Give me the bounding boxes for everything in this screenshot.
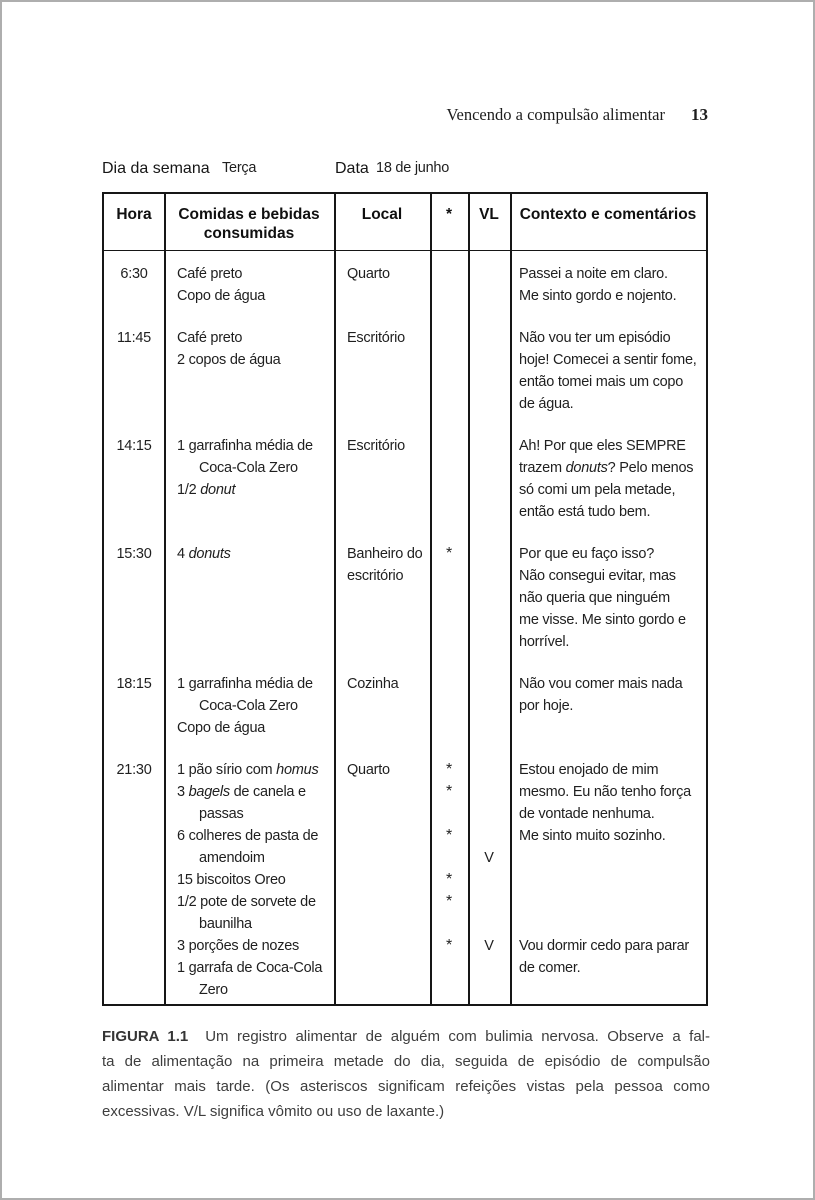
- vl-mark: [468, 609, 510, 631]
- vl-mark: V: [484, 938, 494, 954]
- vl-mark: [468, 371, 510, 393]
- caption-line: alimentar mais tarde. (Os asteriscos significam refeições vistas pela pessoa como: [102, 1078, 710, 1095]
- column-divider: [164, 194, 166, 1004]
- time-cell: [104, 543, 164, 653]
- running-head: [102, 105, 708, 125]
- asterisk-mark: [430, 913, 468, 935]
- day-of-week-label: Dia da semana: [102, 160, 210, 177]
- context-cell: [510, 327, 706, 415]
- asterisk-mark: [430, 673, 468, 695]
- food-line: [177, 371, 334, 393]
- time-value: 21:30: [116, 762, 152, 778]
- food-line: [177, 609, 334, 631]
- context-line: Ah! Por que eles SEMPRE: [519, 438, 686, 454]
- food-line: Copo de água: [177, 288, 266, 304]
- context-line: Não consegui evitar, mas: [519, 568, 676, 584]
- vl-mark: [468, 349, 510, 371]
- context-line: por hoje.: [519, 698, 574, 714]
- food-line: [177, 501, 334, 523]
- caption-line: FIGURA 1.1 Um registro alimentar de alguém com bulimia nervosa. Observe a fal-: [102, 1028, 710, 1045]
- location-line: Quarto: [347, 762, 390, 778]
- location-line: Escritório: [347, 438, 405, 454]
- foods-cell: [164, 759, 334, 1001]
- context-line: [519, 913, 704, 935]
- asterisk-mark: [430, 803, 468, 825]
- asterisk-mark: *: [446, 827, 452, 844]
- context-line: horrível.: [519, 634, 570, 650]
- food-line: [177, 393, 334, 415]
- vl-mark: [468, 781, 510, 803]
- vl-mark: [468, 479, 510, 501]
- food-line: Café preto: [177, 330, 243, 346]
- asterisk-mark: [430, 587, 468, 609]
- food-line: Copo de água: [177, 720, 266, 736]
- context-cell: [510, 435, 706, 523]
- food-line: 1 garrafinha média de: [177, 676, 313, 692]
- asterisk-cell: [430, 543, 468, 653]
- column-divider: [430, 194, 432, 1004]
- figure-label: FIGURA 1.1: [102, 1028, 206, 1045]
- location-line: Cozinha: [347, 676, 399, 692]
- vl-mark: [468, 631, 510, 653]
- caption-line: excessivas. V/L significa vômito ou uso de laxante.): [102, 1103, 445, 1120]
- vl-mark: [468, 957, 510, 979]
- figure-caption: [102, 1024, 710, 1124]
- food-line: 1 pão sírio com homus: [177, 762, 319, 778]
- vl-cell: [468, 759, 510, 1001]
- vl-mark: [468, 803, 510, 825]
- location-cell: [334, 543, 430, 653]
- vl-mark: [468, 263, 510, 285]
- asterisk-mark: [430, 717, 468, 739]
- context-line: Estou enojado de mim: [519, 762, 659, 778]
- food-line: Coca-Cola Zero: [199, 698, 298, 714]
- header-vl: VL: [479, 206, 499, 223]
- time-value: 14:15: [116, 438, 152, 454]
- asterisk-mark: [430, 501, 468, 523]
- context-line: Não vou ter um episódio: [519, 330, 671, 346]
- asterisk-mark: [430, 695, 468, 717]
- asterisk-mark: [430, 979, 468, 1001]
- asterisk-mark: *: [446, 761, 452, 778]
- location-line: Quarto: [347, 266, 390, 282]
- date-value: 18 de junho: [376, 160, 450, 176]
- vl-mark: [468, 587, 510, 609]
- date-label: Data: [335, 160, 369, 177]
- vl-mark: [468, 327, 510, 349]
- asterisk-mark: [430, 847, 468, 869]
- context-line: [519, 847, 704, 869]
- food-line: 6 colheres de pasta de: [177, 828, 319, 844]
- food-line: [177, 631, 334, 653]
- vl-mark: [468, 825, 510, 847]
- foods-cell: [164, 673, 334, 739]
- context-line: Não vou comer mais nada: [519, 676, 683, 692]
- vl-cell: [468, 543, 510, 653]
- page-number: 13: [691, 105, 708, 124]
- vl-mark: V: [484, 850, 494, 866]
- asterisk-mark: *: [446, 783, 452, 800]
- food-line: passas: [199, 806, 244, 822]
- vl-mark: [468, 891, 510, 913]
- asterisk-cell: [430, 435, 468, 523]
- context-line: [519, 869, 704, 891]
- running-head-title: Vencendo a compulsão alimentar: [446, 105, 665, 124]
- location-cell: [334, 673, 430, 739]
- table-body: [104, 251, 706, 1004]
- foods-cell: [164, 543, 334, 653]
- asterisk-mark: [430, 631, 468, 653]
- vl-mark: [468, 717, 510, 739]
- food-line: 1/2 pote de sorvete de: [177, 894, 316, 910]
- asterisk-mark: [430, 371, 468, 393]
- food-line: 1/2 donut: [177, 482, 236, 498]
- asterisk-mark: [430, 349, 468, 371]
- foods-cell: [164, 435, 334, 523]
- vl-cell: [468, 673, 510, 739]
- asterisk-mark: [430, 957, 468, 979]
- location-cell: [334, 435, 430, 523]
- location-cell: [334, 263, 430, 307]
- vl-mark: [468, 869, 510, 891]
- asterisk-mark: *: [446, 937, 452, 954]
- vl-cell: [468, 435, 510, 523]
- time-value: 6:30: [120, 266, 148, 282]
- vl-mark: [468, 285, 510, 307]
- header-comidas: Comidas e bebidas consumidas: [178, 206, 320, 242]
- header-local: Local: [361, 206, 403, 223]
- context-line: Vou dormir cedo para parar: [519, 938, 690, 954]
- context-line: Por que eu faço isso?: [519, 546, 655, 562]
- food-line: Zero: [199, 982, 228, 998]
- context-line: então tomei mais um copo: [519, 374, 684, 390]
- context-cell: [510, 673, 706, 739]
- asterisk-mark: *: [446, 871, 452, 888]
- time-cell: [104, 263, 164, 307]
- header-hora: Hora: [116, 206, 152, 223]
- vl-mark: [468, 501, 510, 523]
- context-line: Passei a noite em claro.: [519, 266, 668, 282]
- food-line: 1 garrafinha média de: [177, 438, 313, 454]
- context-line: me visse. Me sinto gordo e: [519, 612, 686, 628]
- vl-mark: [468, 457, 510, 479]
- header-asterisk: *: [445, 206, 453, 223]
- food-line: baunilha: [199, 916, 252, 932]
- asterisk-mark: [430, 479, 468, 501]
- table-header-row: [104, 194, 706, 251]
- context-line: Me sinto muito sozinho.: [519, 828, 666, 844]
- food-line: 3 porções de nozes: [177, 938, 300, 954]
- location-line: Banheiro do: [347, 546, 423, 562]
- caption-line: ta de alimentação na primeira metade do dia, seguida de episódio de compulsão: [102, 1053, 710, 1070]
- asterisk-mark: [430, 285, 468, 307]
- context-line: não queria que ninguém: [519, 590, 670, 606]
- food-line: [177, 565, 334, 587]
- vl-cell: [468, 263, 510, 307]
- asterisk-cell: [430, 263, 468, 307]
- food-line: [177, 587, 334, 609]
- context-cell: [510, 263, 706, 307]
- asterisk-mark: *: [446, 893, 452, 910]
- context-line: Me sinto gordo e nojento.: [519, 288, 677, 304]
- context-line: mesmo. Eu não tenho força: [519, 784, 691, 800]
- column-divider: [510, 194, 512, 1004]
- food-line: 4 donuts: [177, 546, 231, 562]
- asterisk-mark: [430, 609, 468, 631]
- time-cell: [104, 327, 164, 415]
- context-line: trazem donuts? Pelo menos: [519, 460, 694, 476]
- column-divider: [468, 194, 470, 1004]
- context-line: então está tudo bem.: [519, 504, 651, 520]
- context-line: de comer.: [519, 960, 581, 976]
- food-line: 15 biscoitos Oreo: [177, 872, 286, 888]
- asterisk-mark: [430, 457, 468, 479]
- time-cell: [104, 759, 164, 1001]
- header-contexto: Contexto e comentários: [519, 206, 697, 223]
- column-divider: [334, 194, 336, 1004]
- context-line: [519, 717, 704, 739]
- asterisk-cell: [430, 673, 468, 739]
- context-cell: [510, 543, 706, 653]
- vl-mark: [468, 435, 510, 457]
- asterisk-mark: [430, 565, 468, 587]
- food-line: Coca-Cola Zero: [199, 460, 298, 476]
- vl-mark: [468, 695, 510, 717]
- location-line: Escritório: [347, 330, 405, 346]
- context-line: de água.: [519, 396, 574, 412]
- context-line: [519, 979, 704, 1001]
- food-line: 1 garrafa de Coca-Cola: [177, 960, 323, 976]
- time-value: 11:45: [117, 330, 151, 346]
- location-cell: [334, 759, 430, 1001]
- context-cell: [510, 759, 706, 1001]
- vl-mark: [468, 913, 510, 935]
- foods-cell: [164, 263, 334, 307]
- asterisk-mark: [430, 327, 468, 349]
- context-line: hoje! Comecei a sentir fome,: [519, 352, 697, 368]
- vl-mark: [468, 393, 510, 415]
- asterisk-cell: [430, 759, 468, 1001]
- time-value: 18:15: [116, 676, 152, 692]
- asterisk-mark: [430, 263, 468, 285]
- location-cell: [334, 327, 430, 415]
- asterisk-mark: [430, 435, 468, 457]
- vl-mark: [468, 565, 510, 587]
- time-cell: [104, 673, 164, 739]
- context-line: [519, 891, 704, 913]
- diary-form-line: [102, 160, 708, 182]
- food-line: 2 copos de água: [177, 352, 281, 368]
- day-of-week-value: Terça: [222, 160, 257, 176]
- vl-cell: [468, 327, 510, 415]
- vl-mark: [468, 543, 510, 565]
- time-cell: [104, 435, 164, 523]
- asterisk-cell: [430, 327, 468, 415]
- location-line: escritório: [347, 568, 404, 584]
- vl-mark: [468, 673, 510, 695]
- food-diary-table: [102, 192, 708, 1006]
- vl-mark: [468, 759, 510, 781]
- food-line: Café preto: [177, 266, 243, 282]
- food-line: amendoim: [199, 850, 265, 866]
- context-line: só comi um pela metade,: [519, 482, 676, 498]
- vl-mark: [468, 979, 510, 1001]
- asterisk-mark: *: [446, 545, 452, 562]
- asterisk-mark: [430, 393, 468, 415]
- foods-cell: [164, 327, 334, 415]
- time-value: 15:30: [116, 546, 152, 562]
- context-line: de vontade nenhuma.: [519, 806, 655, 822]
- food-line: 3 bagels de canela e: [177, 784, 306, 800]
